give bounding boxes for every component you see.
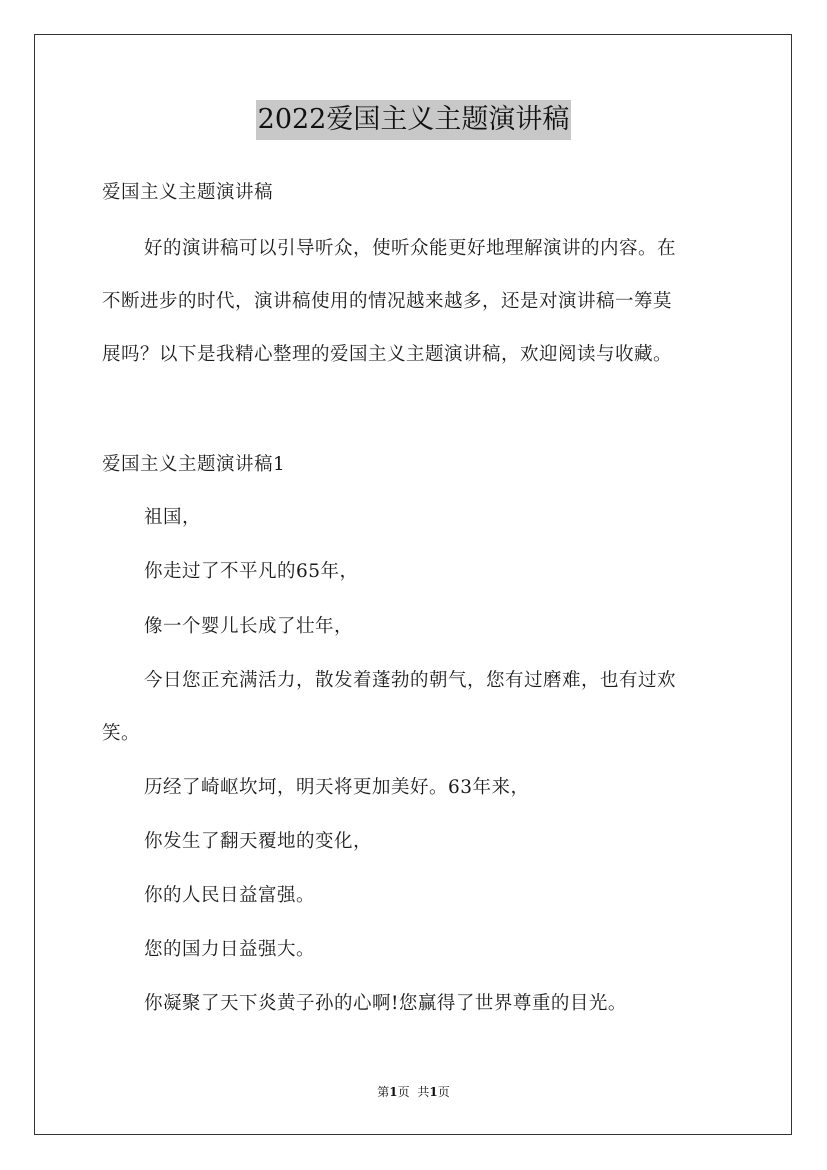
intro-line-3: 展吗？以下是我精心整理的爱国主义主题演讲稿，欢迎阅读与收藏。 [102, 344, 673, 365]
document-title [0, 100, 827, 140]
intro-line-1: 好的演讲稿可以引导听众，使听众能更好地理解演讲的内容。在 [144, 238, 677, 259]
page-suffix: 页 [397, 1085, 410, 1099]
intro-line-2: 不断进步的时代，演讲稿使用的情况越来越多，还是对演讲稿一筹莫 [102, 291, 673, 312]
subtitle: 爱国主义主题演讲稿 [102, 182, 274, 203]
document-title-text: 2022爱国主义主题演讲稿 [256, 100, 572, 140]
body-line-5: 笑。 [102, 723, 141, 744]
page-current: 1 [389, 1085, 398, 1099]
page-prefix: 第 [377, 1085, 390, 1099]
body-line-3: 像一个婴儿长成了壮年， [144, 616, 354, 637]
body-line-4: 今日您正充满活力，散发着蓬勃的朝气，您有过磨难，也有过欢 [144, 670, 677, 691]
body-line-9: 您的国力日益强大。 [144, 939, 316, 960]
page-footer [0, 1083, 827, 1101]
body-line-6: 历经了崎岖坎坷，明天将更加美好。63年来， [144, 777, 530, 798]
body-line-1: 祖国， [144, 507, 202, 528]
body-line-8: 你的人民日益富强。 [144, 885, 316, 906]
total-prefix: 共 [417, 1085, 430, 1099]
body-line-7: 你发生了翻天覆地的变化， [144, 831, 373, 852]
total-suffix: 页 [437, 1085, 450, 1099]
page-total: 1 [429, 1085, 438, 1099]
section-heading: 爱国主义主题演讲稿1 [102, 454, 286, 475]
body-line-10: 你凝聚了天下炎黄子孙的心啊!您赢得了世界尊重的目光。 [144, 993, 627, 1014]
body-line-2: 你走过了不平凡的65年， [144, 561, 359, 582]
